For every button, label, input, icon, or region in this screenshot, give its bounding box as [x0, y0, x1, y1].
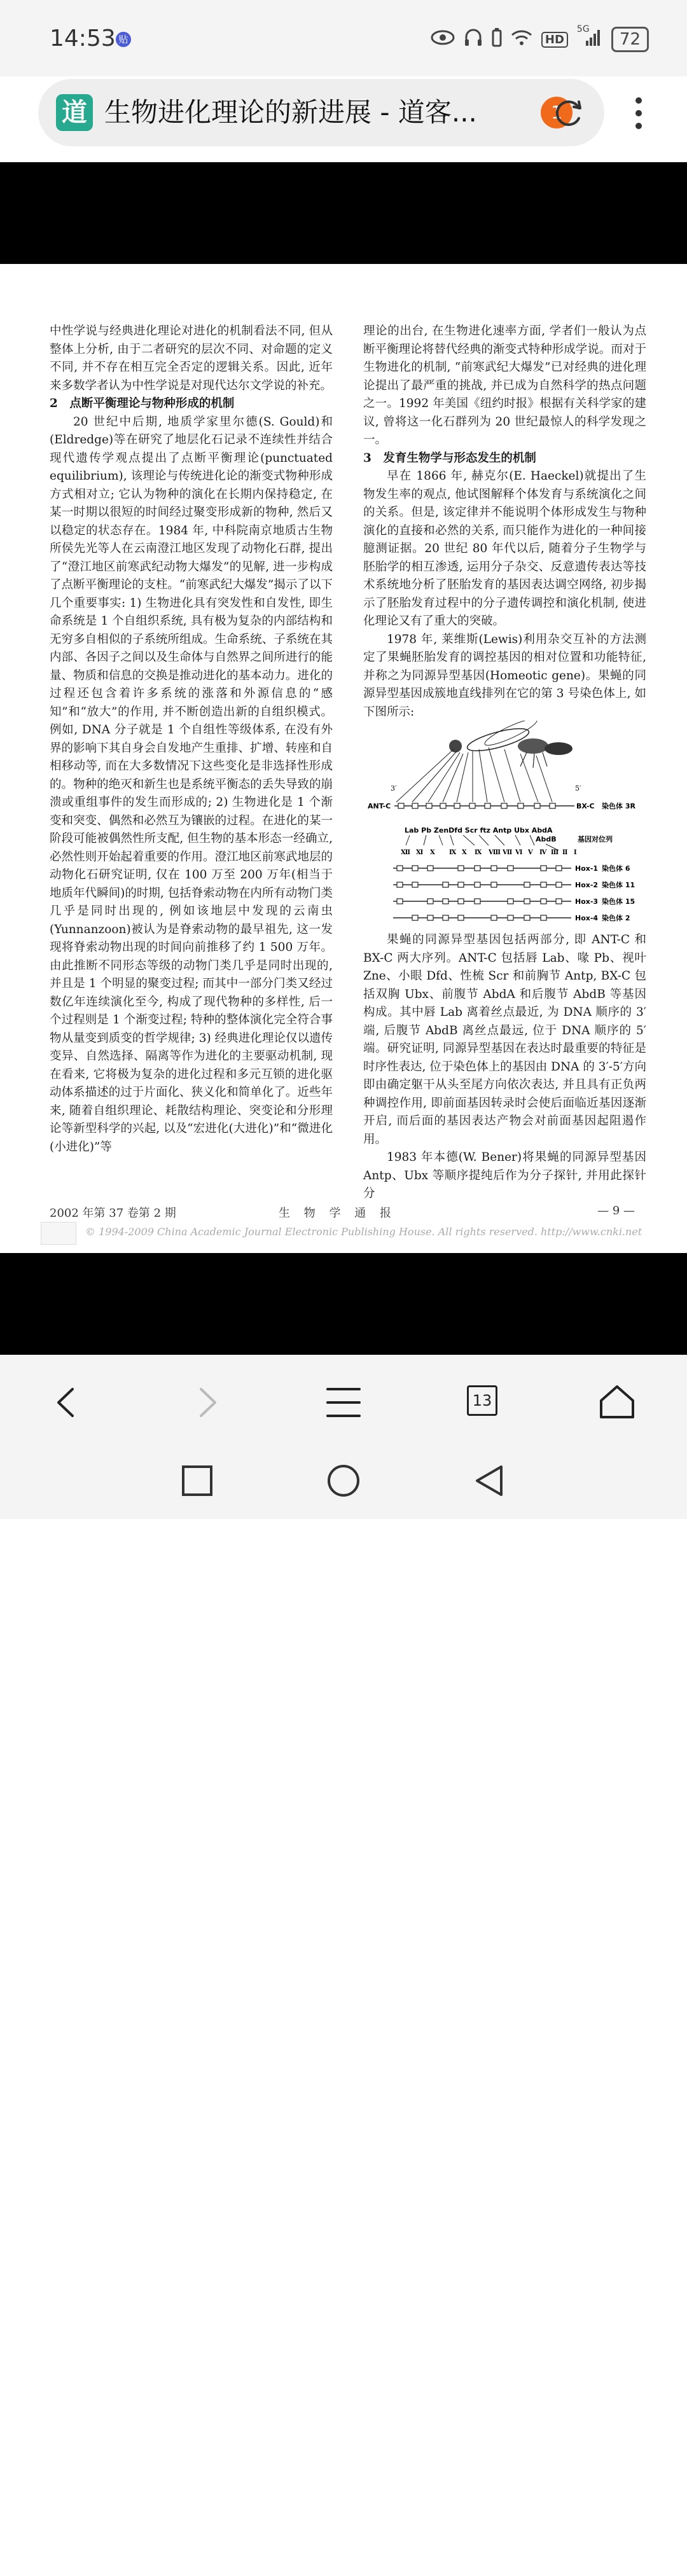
svg-text:Ⅰ: Ⅰ: [574, 849, 577, 856]
hox-gene-box: [427, 915, 433, 920]
journal-name: 生 物 学 通 报: [279, 1207, 396, 1220]
hd-badge: HD: [541, 32, 568, 48]
hox-cluster-name: Hox-2: [575, 881, 599, 889]
paragraph: 早在 1866 年, 赫克尔(E. Haeckel)就提出了生物发生率的观点, 他试图解释个体发育与系统演化之间的关系。但是, 该定律并不能说明个体形成发生与物种演化的直接和必然的关系, 而只能作为进化的一种间接臆测证据。20 世纪 80 年代以后, 随着分子生物学与胚胎学的相互渗透, 运用分子杂交、反意遗传表达等技术系统地分析了胚胎发育的基因表达调空网络, 初步揭示了胚胎发育过程中的分子遗传调控和演化机制, 使进化理论又有了重大的突破。: [363, 469, 646, 628]
hox-cluster-name: Hox-1: [575, 864, 599, 873]
hox-gene-box: [524, 899, 530, 904]
hox-gene-box: [556, 899, 562, 904]
hox-gene-box: [412, 882, 418, 887]
svg-text:Ⅱ: Ⅱ: [562, 849, 568, 856]
gene-name-labels: Lab Pb ZenDfd Scr ftz Antp Ubx AbdA: [405, 826, 553, 834]
system-back-icon[interactable]: [472, 1463, 508, 1499]
hox-gene-box: [491, 866, 497, 871]
hox-gene-box: [458, 899, 464, 904]
status-time: 14:53: [50, 25, 116, 52]
hox-gene-box: [427, 899, 433, 904]
svg-text:Ⅲ: Ⅲ: [551, 849, 559, 856]
position-numerals: [401, 849, 577, 856]
page-indicator: 2/3: [28, 2542, 67, 2570]
more-options-icon[interactable]: [631, 94, 646, 132]
hox-rows: [393, 864, 635, 922]
svg-text:Ⅹ: Ⅹ: [462, 849, 467, 856]
hox-cluster-name: Hox-3: [575, 897, 599, 906]
hox-gene-box: [458, 882, 464, 887]
hox-gene-box: [491, 882, 497, 887]
exit-fullscreen-icon[interactable]: [627, 2543, 658, 2573]
viewer-top-band: [0, 162, 687, 264]
paragraph: 中性学说与经典进化理论对进化的机制看法不同, 但从整体上分析, 由于二者研究的层次不同、对命题的定义不同, 并不存在相互完全否定的逻辑关系。因此, 近年来多数学者认为中性学说是对现代达尔文学说的补充。: [50, 324, 333, 392]
paragraph: 理论的出台, 在生物进化速率方面, 学者们一般认为点断平衡理论将替代经典的渐变式特种形成学说。而对于生物进化的机制, “前寒武纪大爆发”已对经典的进化理论提出了最严重的挑战, 并已成为自然科学的热点问题之一。1992 年美国《纽约时报》根据有关科学家的建议, 曾将这一化石群列为 20 世纪最惊人的科学发现之一。: [363, 324, 646, 447]
hox-gene-box: [443, 899, 448, 904]
hox-gene-box: [556, 866, 562, 871]
forward-icon[interactable]: [184, 1380, 229, 1425]
paragraph: 1978 年, 莱维斯(Lewis)利用杂交互补的方法测定了果蝇胚胎发育的调控基因的相对位置和功能特征, 并称之为同源异型基因(Homeotic gene)。果蝇的同源异型基因成簇地直线排列在它的第 3 号染色体上, 如下图所示:: [363, 632, 646, 719]
browser-address-bar[interactable]: [38, 79, 604, 146]
battery-level: 72: [611, 27, 649, 52]
page-number: — 9 —: [597, 1204, 635, 1217]
network-type: 5G: [576, 24, 590, 34]
abdb-label: AbdB: [536, 835, 557, 843]
svg-text:Ⅹ: Ⅹ: [430, 849, 435, 856]
hox-gene-box: [427, 866, 433, 871]
back-icon[interactable]: [45, 1380, 89, 1425]
recents-icon[interactable]: [179, 1463, 215, 1499]
signal-icon: [576, 24, 602, 52]
hox-gene-box: [508, 866, 513, 871]
site-logo: 道: [56, 94, 93, 131]
svg-text:Ⅵ: Ⅵ: [515, 849, 523, 856]
wifi-icon: [511, 29, 532, 51]
hox-gene-box: [397, 866, 403, 871]
menu-icon[interactable]: [321, 1380, 366, 1425]
hox-cluster-name: Hox-4: [575, 914, 599, 922]
hox-chromosome-label: 染色体 11: [602, 881, 635, 889]
hox-gene-box: [475, 866, 480, 871]
hox-gene-box: [397, 882, 403, 887]
hox-gene-box: [491, 915, 497, 920]
ant-c-label: ANT-C: [368, 802, 391, 810]
paragraph: 1983 年本德(W. Bener)将果蝇的同源异型基因 Antp、Ubx 等顺序提纯后作为分子探针, 并用此探针分: [363, 1151, 646, 1200]
hox-gene-box: [541, 866, 546, 871]
cnki-logo: [41, 1222, 76, 1245]
hox-chromosome-label: 染色体 2: [602, 914, 630, 922]
home-icon[interactable]: [595, 1380, 639, 1425]
hox-gene-box: [443, 915, 448, 920]
svg-text:Ⅶ: Ⅶ: [503, 849, 513, 856]
hox-gene-box: [508, 915, 513, 920]
chromosome-3r-label: 染色体 3R: [602, 802, 635, 810]
issue-info: 2002 年第 37 卷第 2 期: [50, 1207, 176, 1220]
svg-text:Ⅷ: Ⅷ: [489, 849, 501, 856]
hox-gene-box: [508, 899, 513, 904]
svg-text:Ⅸ: Ⅸ: [449, 849, 457, 856]
document-page: [0, 264, 687, 1253]
end-3-label: 3′: [391, 784, 397, 793]
page-title[interactable]: 生物进化理论的新进展 - 道客...: [104, 97, 477, 128]
hox-gene-box: [541, 915, 546, 920]
paragraph: 果蝇的同源异型基因包括两部分, 即 ANT-C 和 BX-C 两大序列。ANT-C 包括唇 Lab、喙 Pb、视叶 Zne、小眼 Dfd、性梳 Scr 和前胸节 Antp, BX-C 包括双胸 Ubx、前腹节 AbdA 和后腹节 AbdB 等基因构成。其中唇 Lab 离着丝点最近, 为 DNA 顺序的 3′端, 后腹节 AbdB 离丝点最远, 位于 DNA 顺序的 5′端。研究证明, 同源异型基因在表达时最重要的特征是时序性表达, 位于染色体上的基因由 DNA 的 3′-5′方向即由确定躯干从头至尾方向依次表达, 并且具有正负两种调控作用, 即前面基因转录时会使后面临近基因逐渐开启, 而后面的基因表达产物会对前面基因起阻遏作用。: [363, 933, 646, 1146]
hox-chromosome-label: 染色体 6: [602, 864, 630, 873]
hox-gene-box: [524, 882, 530, 887]
hox-gene-box: [458, 866, 464, 871]
status-icons: [431, 24, 649, 52]
end-5-label: 5′: [575, 784, 581, 793]
hox-gene-box: [397, 899, 403, 904]
hox-gene-box: [541, 899, 546, 904]
hox-gene-box: [443, 882, 448, 887]
eye-icon: [431, 29, 455, 50]
paragraph: 20 世纪中后期, 地质学家里尔德(S. Gould)和(Eldredge)等在研究了地层化石记录不连续性并结合现代遗传学观点提出了点断平衡理论(punctuated equilibrium), 该理论与传统进化论的渐变式物种形成方式相对立; 它认为物种的演化在长期内保持稳定, 在某一时期以很短的时间经过聚变形成新的物种, 然后又以稳定的状态存在。1984 年, 中科院南京地质古生物所侯先光等人在云南澄江地区发现了动物化石群, 提出了“澄江地区前寒武纪动物大爆发”的见解, 进一步构成了点断平衡理论的支柱。“前寒武纪大爆发”揭示了以下几个重要事实: 1) 生物进化具有突发性和自发性, 即生命系统是 1 个自组织系统, 具有极为复杂的内部结构和无穷多自相似的子系统所组成。生命系统、子系统在其内部、各因子之间以及生命体与自然界之间所进行的能量、物质和信息的交换是推动进化的基本动力。进化的过程还包含着许多系统的涨落和外源信息的“感知”和“放大”的作用, 并不断创造出新的自组织模式。例如, DNA 分子就是 1 个自组性等级体系, 在没有外界的影响下其自身会自发地产生重排、扩增、转座和自相移动等, 而在大多数情况下这些变化是非选择性形成的。物种的绝灭和新生也是系统平衡态的丢失导致的崩溃或重组事件的发生而形成的; 2) 生物进化是 1 个渐变和突变、偶然和必然互为镶嵌的过程。在进化的某一阶段可能被偶然性所支配, 但生物的基本形态一经确立, 必然性则开始起着重要的作用。澄江地区前寒武地层的动物化石研究证明, 仅在 100 万至 200 万年(相当于地质年代瞬间)的时期, 包括脊索动物在内所有动物门类几乎是同时出现的, 例如该地层中发现的云南虫(Yunnanzoon)被认为是脊索动物的最早祖先, 这一发现将脊索动物出现的时间向前推移了约 1 500 万年。由此推断不同形态等级的动物门类几乎是同时出现的, 并且是 1 个明显的聚变过程; 而其中一部分门类又经过数亿年连续演化至今, 构成了现代物种的多样性, 后一个过程则是 1 个渐变过程; 特种的整体演化完全符合事物从量变到质变的哲学规律; 3) 经典进化理论仅以遗传变异、自然选择、隔离等作为进化的主要驱动机制, 现在看来, 它将极为复杂的进化过程和多元互锁的进化驱动体系描述的过于片面化、狭义化和简单化了。近些年来, 随着自组织理论、耗散结构理论、突变论和分形理论等新型科学的兴起, 以及“宏进化(大进化)”和“微进化(小进化)”等: [50, 415, 333, 1154]
hox-gene-box: [541, 882, 546, 887]
hox-gene-box: [412, 866, 418, 871]
svg-text:Ⅻ: Ⅻ: [401, 849, 411, 856]
hox-gene-box: [412, 915, 418, 920]
tabs-button[interactable]: 13: [467, 1385, 497, 1416]
fruit-fly-drawing: [449, 721, 572, 768]
svg-text:Ⅺ: Ⅺ: [416, 849, 424, 856]
hox-gene-figure: [368, 721, 648, 925]
reload-icon[interactable]: [551, 95, 585, 130]
svg-text:Ⅳ: Ⅳ: [539, 849, 547, 856]
headphones-icon: [464, 28, 483, 52]
hox-gene-box: [524, 915, 530, 920]
left-column: [50, 322, 333, 1156]
hox-gene-box: [475, 899, 480, 904]
hox-chromosome-label: 染色体 15: [602, 897, 635, 906]
mapping-lines: [396, 747, 552, 802]
svg-text:Ⅴ: Ⅴ: [528, 849, 533, 856]
copyright-notice: © 1994-2009 China Academic Journal Electronic Publishing House. All rights reserved. http://www.cnki.net: [85, 1226, 642, 1238]
hox-gene-box: [475, 882, 480, 887]
notification-count-badge[interactable]: 1: [541, 97, 572, 128]
bx-c-label: BX-C: [576, 802, 595, 810]
hox-gene-box: [458, 915, 464, 920]
hox-gene-box: [556, 882, 562, 887]
section-heading: 2 点断平衡理论与物种形成的机制: [50, 397, 235, 410]
status-bar: [0, 0, 687, 76]
battery-saver-icon: [492, 28, 502, 52]
home-circle-icon[interactable]: [326, 1463, 361, 1499]
svg-text:Ⅸ: Ⅸ: [475, 849, 482, 856]
position-title: 基因对位列: [578, 835, 613, 843]
section-heading: 3 发育生物学与形态发生的机制: [363, 451, 536, 465]
notification-badge: 贴: [116, 32, 131, 47]
